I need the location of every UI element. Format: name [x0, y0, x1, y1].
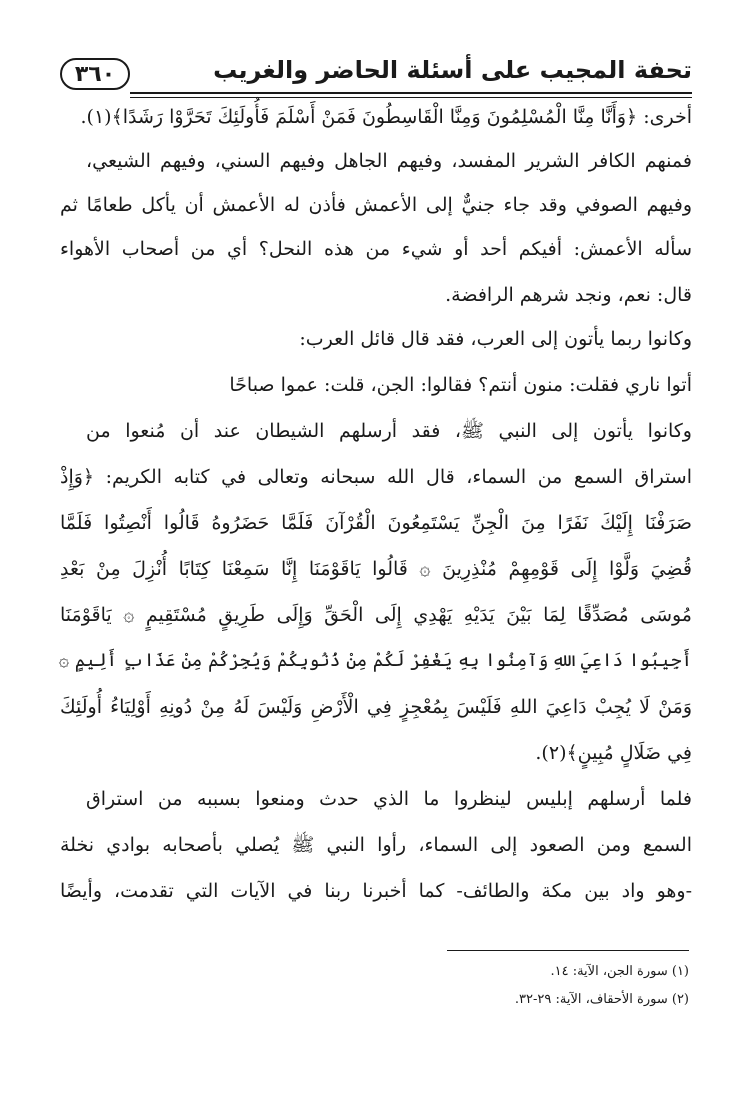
text-line: فمنهم الكافر الشرير المفسد، وفيهم الجاهل وفيهم السني، وفيهم الشيعي، — [86, 150, 692, 172]
footnote: (١) سورة الجن، الآية: ١٤. — [550, 964, 689, 979]
footnote-rule — [447, 950, 689, 951]
page-number: ٣٦٠ — [60, 58, 130, 90]
header-rule — [130, 92, 692, 94]
header-rule-thin — [130, 97, 692, 98]
quran-line: صَرَفْنَا إِلَيْكَ نَفَرًا مِنَ الْجِنِّ يَسْتَمِعُونَ الْقُرْآنَ فَلَمَّا حَضَرُوهُ قَالُوا أَنْصِتُوا فَلَمَّا — [60, 512, 692, 534]
poetry-line: أتوا ناري فقلت: منون أنتم؟ فقالوا: الجن، قلت: عموا صباحًا — [229, 374, 692, 396]
text-line: -وهو واد بين مكة والطائف- كما أخبرنا ربنا في الآيات التي تقدمت، وأيضًا — [60, 880, 692, 902]
text-line: استراق السمع من السماء، قال الله سبحانه وتعالى في كتابه الكريم: ﴿وَإِذْ — [60, 466, 692, 488]
text-line: أخرى: ﴿وَأَنَّا مِنَّا الْمُسْلِمُونَ وَمِنَّا الْقَاسِطُونَ فَمَنْ أَسْلَمَ فَأُولَئِكَ تَحَرَّوْا رَشَدًا﴾(١). — [80, 106, 692, 128]
quran-line: فِي ضَلَالٍ مُبِينٍ﴾(٢). — [535, 742, 692, 764]
footnote: (٢) سورة الأحقاف، الآية: ٢٩-٣٢. — [514, 992, 689, 1007]
text-line: قال: نعم، ونجد شرهم الرافضة. — [445, 284, 692, 306]
text-line: وفيهم الصوفي وقد جاء جنيٌّ إلى الأعمش فأذن له الأعمش أن يأكل طعامًا ثم — [60, 194, 692, 216]
page-header — [60, 52, 692, 98]
text-line: فلما أرسلهم إبليس لينظروا ما الذي حدث ومنعوا بسببه من استراق — [86, 788, 692, 810]
running-title: تحفة المجيب على أسئلة الحاضر والغريب — [213, 56, 692, 84]
text-line: سأله الأعمش: أفيكم أحد أو شيء من هذه النحل؟ أي من أصحاب الأهواء — [60, 238, 692, 260]
quran-line: أَجِيبُوا دَاعِيَ اللهِ وَآمِنُوا بِهِ يَغْفِرْ لَكُمْ مِنْ ذُنُوبِكُمْ وَيُجِرْكُمْ مِنْ عَذَابٍ أَلِيمٍ ۞ — [58, 650, 692, 671]
text-line: السمع ومن الصعود إلى السماء، رأوا النبي ﷺ يُصلي بأصحابه بوادي نخلة — [60, 834, 692, 856]
quran-line: مُوسَى مُصَدِّقًا لِمَا بَيْنَ يَدَيْهِ يَهْدِي إِلَى الْحَقِّ وَإِلَى طَرِيقٍ مُسْتَقِيمٍ ۞ يَاقَوْمَنَا — [60, 604, 692, 626]
quran-line: قُضِيَ وَلَّوْا إِلَى قَوْمِهِمْ مُنْذِرِينَ ۞ قَالُوا يَاقَوْمَنَا إِنَّا سَمِعْنَا كِتَابًا أُنْزِلَ مِنْ بَعْدِ — [60, 558, 692, 580]
text-line: وكانوا ربما يأتون إلى العرب، فقد قال قائل العرب: — [299, 328, 692, 350]
text-line: وكانوا يأتون إلى النبي ﷺ، فقد أرسلهم الشيطان عند أن مُنعوا من — [86, 420, 692, 442]
quran-line: وَمَنْ لَا يُجِبْ دَاعِيَ اللهِ فَلَيْسَ بِمُعْجِزٍ فِي الْأَرْضِ وَلَيْسَ لَهُ مِنْ دُونِهِ أَوْلِيَاءُ أُولَئِكَ — [60, 696, 692, 718]
